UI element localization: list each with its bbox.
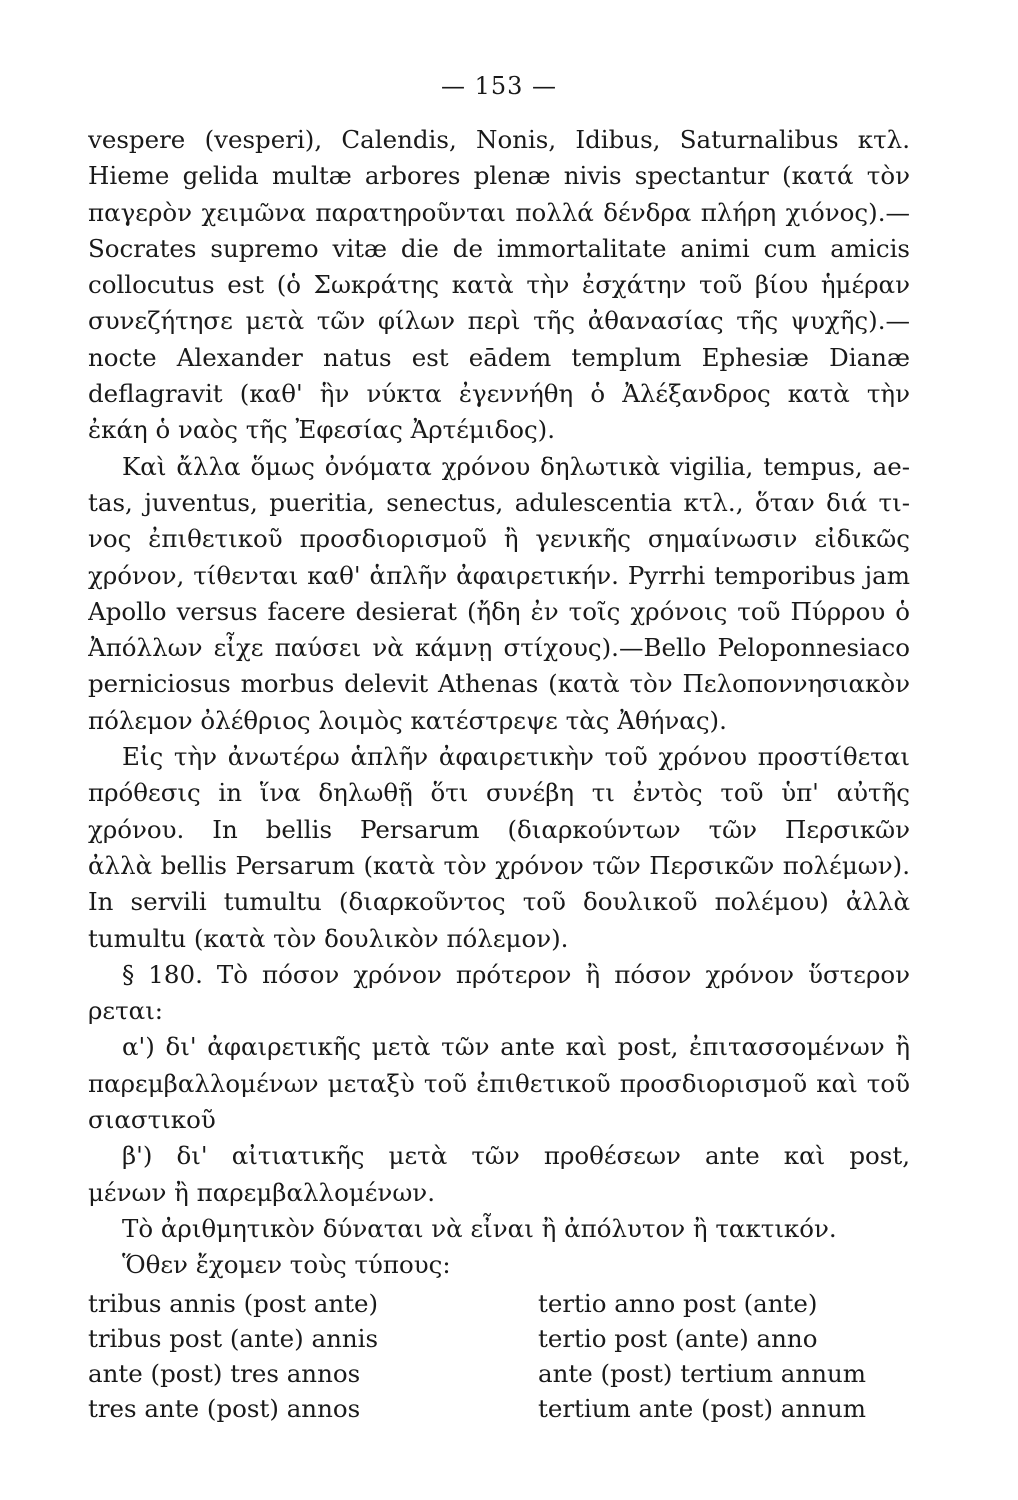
example-line: tertio anno post (ante) bbox=[538, 1288, 818, 1318]
text-line: α') δι' ἀφαιρετικῆς μετὰ τῶν ante καὶ post, ἐπιτασσομένων ἢ bbox=[122, 1032, 910, 1062]
item-alpha bbox=[88, 1029, 910, 1138]
text-line: σιαστικοῦ bbox=[88, 1105, 216, 1135]
text-line: nocte Alexander natus est eādem templum Ephesiæ Dianæ bbox=[88, 342, 910, 372]
section-heading-line: § 180. Τὸ πόσον χρόνον πρότερον ἢ πόσον χρόνον ὕστερον bbox=[122, 959, 910, 989]
text-line: perniciosus morbus delevit Athenas (κατὰ τὸν Πελοποννησιακὸν bbox=[88, 669, 910, 699]
text-line: πόλεμον ὀλέθριος λοιμὸς κατέστρεψε τὰς Ἀθήνας). bbox=[88, 705, 727, 735]
section-180 bbox=[88, 957, 910, 1030]
example-column-right bbox=[538, 1286, 898, 1426]
example-line: tertio post (ante) anno bbox=[538, 1323, 818, 1353]
text-line: ἐκάη ὁ ναὸς τῆς Ἐφεσίας Ἀρτέμιδος). bbox=[88, 415, 556, 445]
text-line: ἀλλὰ bellis Persarum (κατὰ τὸν χρόνον τῶν Περσικῶν πολέμων). bbox=[88, 850, 910, 880]
text-line: Apollo versus facere desierat (ἤδη ἐν τοῖς χρόνοις τοῦ Πύρρου ὁ bbox=[88, 596, 910, 626]
page-number: — 153 — bbox=[440, 72, 558, 100]
text-line: In servili tumultu (διαρκοῦντος τοῦ δουλικοῦ πολέμου) ἀλλὰ bbox=[88, 887, 910, 917]
item-beta bbox=[88, 1138, 910, 1211]
example-line: ante (post) tertium annum bbox=[538, 1358, 866, 1388]
text-line: tas, juventus, pueritia, senectus, adulescentia κτλ., ὅταν διά τι- bbox=[88, 487, 910, 517]
text-line: χρόνου. In bellis Persarum (διαρκούντων τῶν Περσικῶν bbox=[88, 814, 910, 844]
paragraph-1 bbox=[88, 122, 910, 449]
example-line: tertium ante (post) annum bbox=[538, 1393, 866, 1423]
book-page bbox=[88, 60, 910, 1426]
text-line: vespere (vesperi), Calendis, Nonis, Idibus, Saturnalibus κτλ. bbox=[88, 125, 910, 154]
example-column-left bbox=[88, 1286, 448, 1426]
example-line: tres ante (post) annos bbox=[88, 1393, 361, 1423]
numeral-note: Τὸ ἀριθμητικὸν δύναται νὰ εἶναι ἢ ἀπόλυτον ἢ τακτικόν. bbox=[122, 1213, 837, 1243]
text-line: χρόνον, τίθενται καθ' ἁπλῆν ἀφαιρετικήν. Pyrrhi temporibus jam bbox=[88, 560, 910, 590]
text-line: ρεται: bbox=[88, 996, 164, 1026]
text-line: πρόθεσις in ἵνα δηλωθῇ ὅτι συνέβη τι ἐντὸς τοῦ ὑπ' αὐτῆς bbox=[88, 778, 910, 808]
text-line: Hieme gelida multæ arbores plenæ nivis spectantur (κατά τὸν bbox=[88, 161, 910, 191]
text-line: Εἰς τὴν ἀνωτέρω ἁπλῆν ἀφαιρετικὴν τοῦ χρόνου προστίθεται bbox=[122, 742, 910, 772]
text-line: Socrates supremo vitæ die de immortalitate animi cum amicis bbox=[88, 233, 910, 263]
example-line: tribus post (ante) annis bbox=[88, 1323, 379, 1353]
forms-intro: Ὅθεν ἔχομεν τοὺς τύπους: bbox=[122, 1250, 451, 1280]
paragraph-2 bbox=[88, 449, 910, 739]
example-line: tribus annis (post ante) bbox=[88, 1288, 379, 1318]
text-line: collocutus est (ὁ Σωκράτης κατὰ τὴν ἐσχάτην τοῦ βίου ἡμέραν bbox=[88, 270, 910, 300]
paragraph-3 bbox=[88, 739, 910, 957]
text-line: Ἀπόλλων εἶχε παύσει νὰ κάμνῃ στίχους).—Bello Peloponnesiaco bbox=[88, 633, 910, 663]
example-forms bbox=[88, 1286, 910, 1426]
example-line: ante (post) tres annos bbox=[88, 1358, 361, 1388]
text-line: παρεμβαλλομένων μεταξὺ τοῦ ἐπιθετικοῦ προσδιορισμοῦ καὶ τοῦ bbox=[88, 1068, 910, 1098]
text-line: deflagravit (καθ' ἣν νύκτα ἐγεννήθη ὁ Ἀλέξανδρος κατὰ τὴν bbox=[88, 379, 910, 409]
text-line: παγερὸν χειμῶνα παρατηροῦνται πολλά δένδρα πλήρη χιόνος).— bbox=[88, 197, 910, 227]
text-line: νος ἐπιθετικοῦ προσδιορισμοῦ ἢ γενικῆς σημαίνωσιν εἰδικῶς bbox=[88, 524, 910, 554]
text-line: Καὶ ἄλλα ὅμως ὀνόματα χρόνου δηλωτικὰ vigilia, tempus, ae- bbox=[122, 451, 910, 481]
text-line: tumultu (κατὰ τὸν δουλικὸν πόλεμον). bbox=[88, 923, 569, 953]
text-line: μένων ἢ παρεμβαλλομένων. bbox=[88, 1177, 435, 1207]
text-line: β') δι' αἰτιατικῆς μετὰ τῶν προθέσεων ante καὶ post, bbox=[122, 1141, 910, 1171]
text-line: συνεζήτησε μετὰ τῶν φίλων περὶ τῆς ἀθανασίας τῆς ψυχῆς).— bbox=[88, 306, 910, 336]
